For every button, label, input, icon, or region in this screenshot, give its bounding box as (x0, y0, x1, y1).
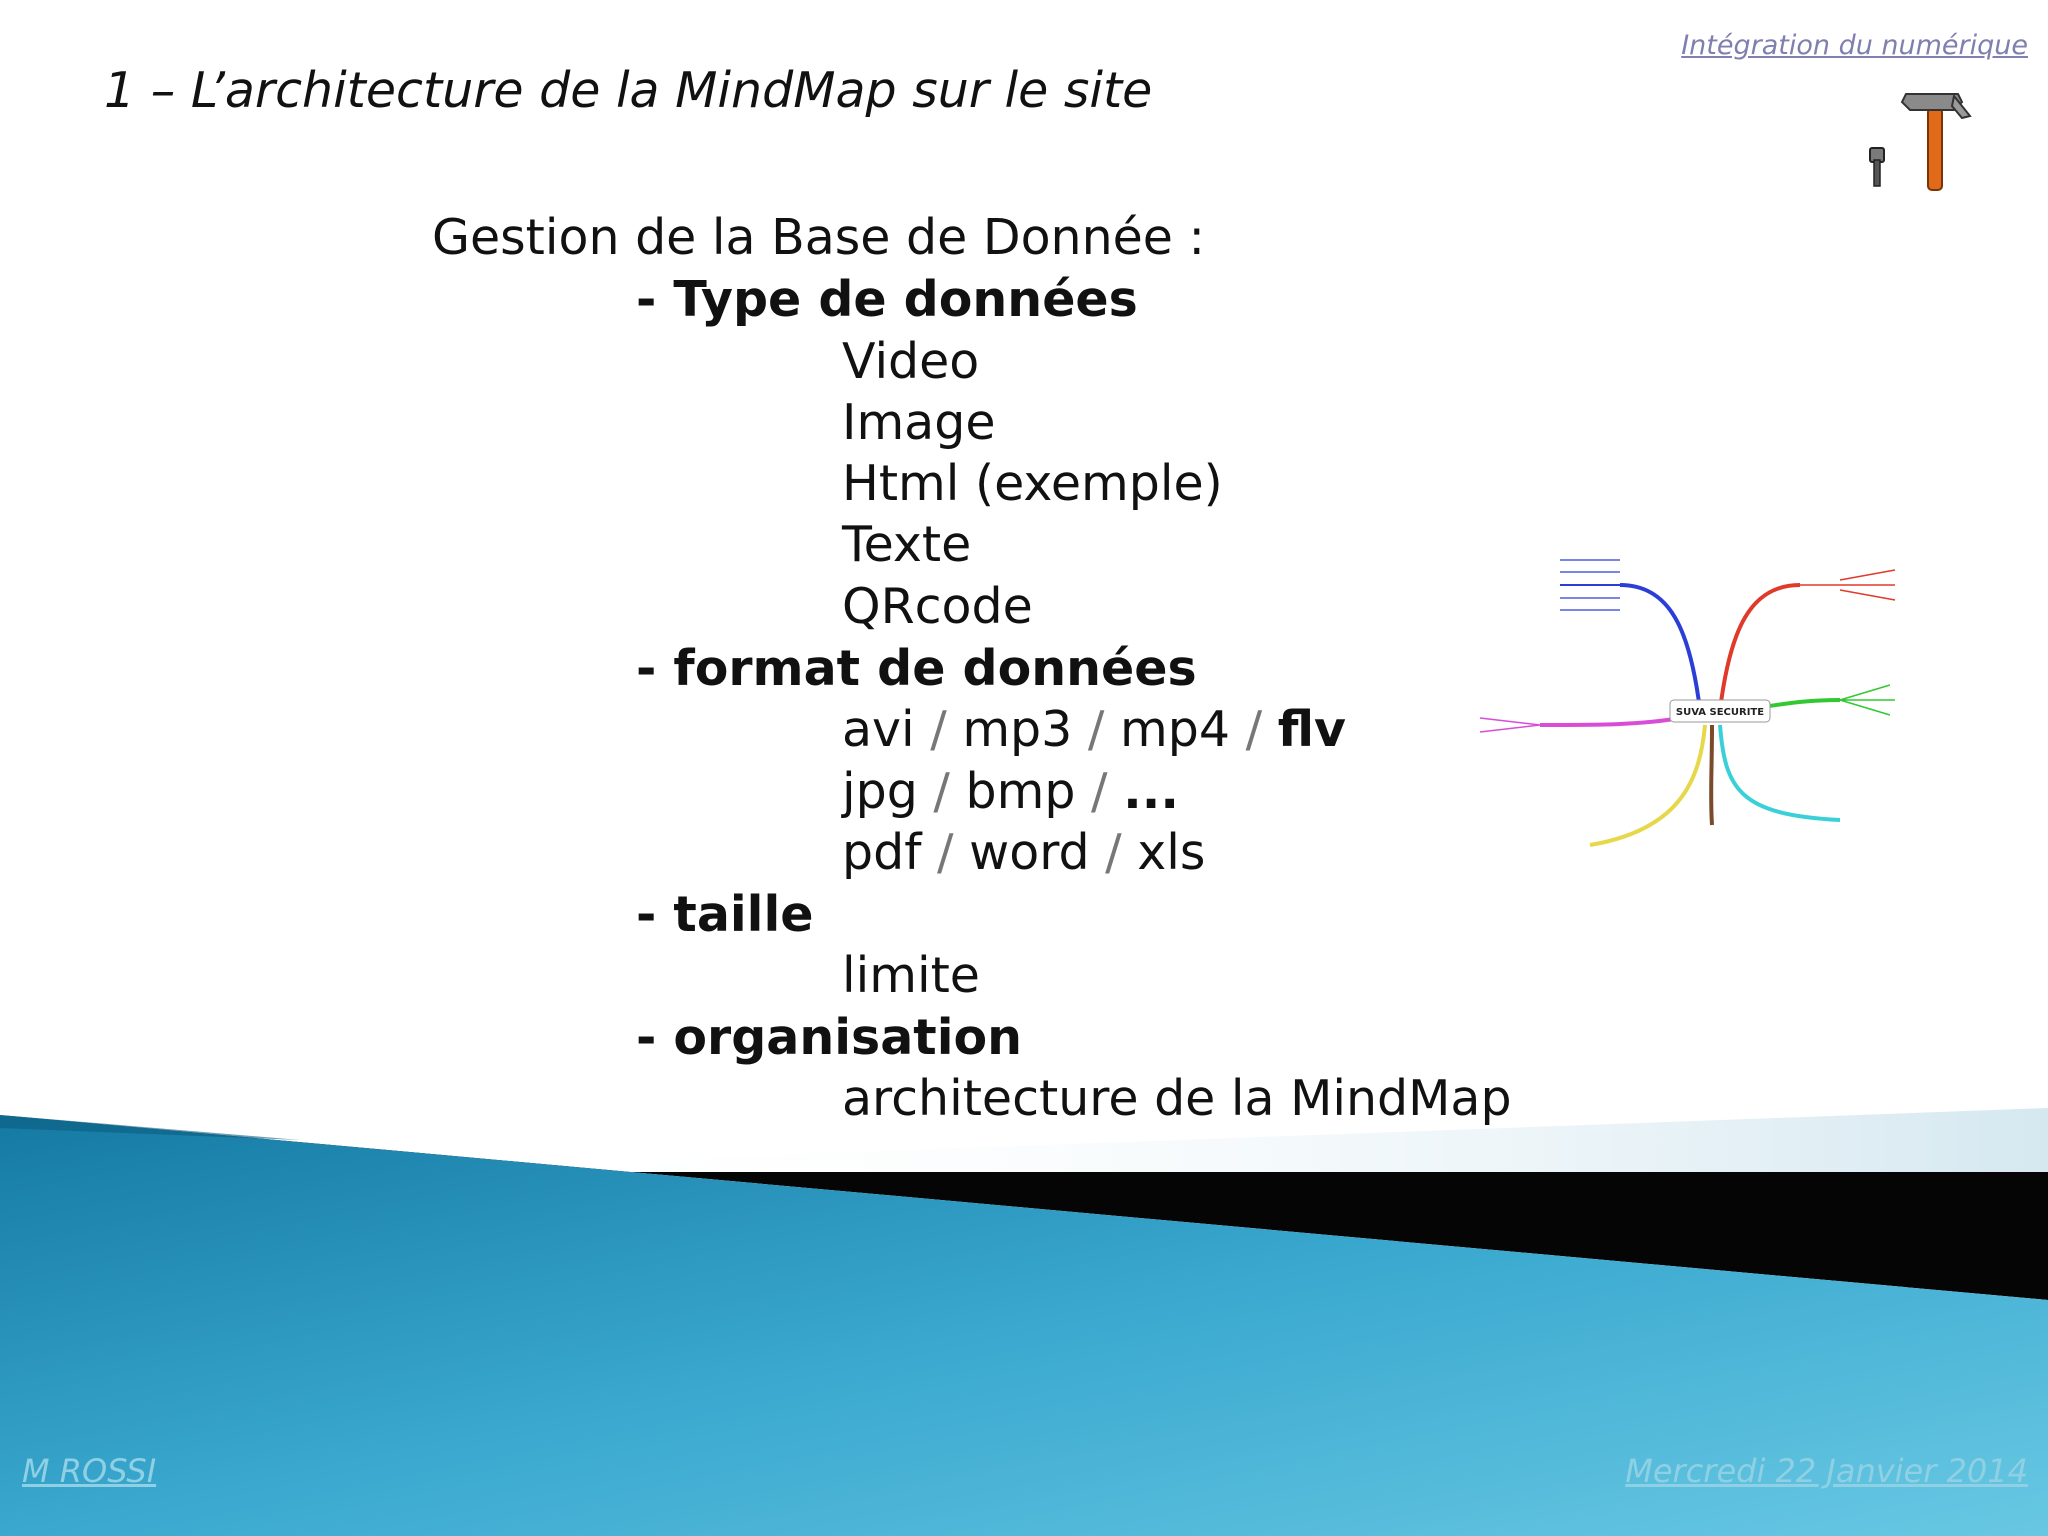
list-item: Video (842, 333, 980, 390)
separator: / (1091, 763, 1108, 820)
format-value: bmp (965, 763, 1076, 820)
separator: / (1245, 701, 1263, 758)
header-link[interactable]: Intégration du numérique (1681, 30, 2028, 61)
author-link[interactable]: M ROSSI (22, 1452, 157, 1490)
mindmap-thumbnail (1420, 540, 1980, 860)
content-heading (432, 208, 1205, 268)
format-line (842, 700, 1346, 760)
list-item: architecture de la MindMap (842, 1070, 1512, 1127)
format-value: pdf (842, 824, 922, 881)
separator: / (930, 701, 947, 758)
format-value: ... (1123, 763, 1179, 820)
separator: / (1087, 701, 1105, 758)
list-item: QRcode (842, 578, 1033, 635)
section-label: - organisation (636, 1009, 1023, 1066)
list-item: Image (842, 394, 996, 451)
list-item: Texte (842, 516, 972, 573)
section-label: - format de données (636, 640, 1197, 697)
section-label: - Type de données (636, 271, 1138, 328)
heading-text: Gestion de la Base de Donnée : (432, 209, 1206, 266)
list-item: Html (exemple) (842, 455, 1223, 512)
list-item: limite (842, 947, 980, 1004)
format-line (842, 762, 1179, 822)
mindmap-center-label: SUVA SECURITE (1675, 707, 1765, 718)
date-link[interactable]: Mercredi 22 Janvier 2014 (1625, 1452, 2028, 1490)
format-value: jpg (842, 763, 918, 820)
format-value: mp3 (962, 701, 1073, 758)
format-value: mp4 (1120, 701, 1231, 758)
format-value: avi (842, 701, 915, 758)
separator: / (937, 824, 954, 881)
separator: / (1105, 824, 1122, 881)
format-value: xls (1137, 824, 1206, 881)
section-label: - taille (636, 886, 814, 943)
separator: / (933, 763, 950, 820)
format-value: word (969, 824, 1090, 881)
hammer-screwdriver-icon (1858, 88, 1978, 198)
slide-title: 1 – L’architecture de la MindMap sur le site (104, 62, 1153, 119)
format-line (842, 823, 1205, 883)
format-value: flv (1277, 701, 1346, 758)
